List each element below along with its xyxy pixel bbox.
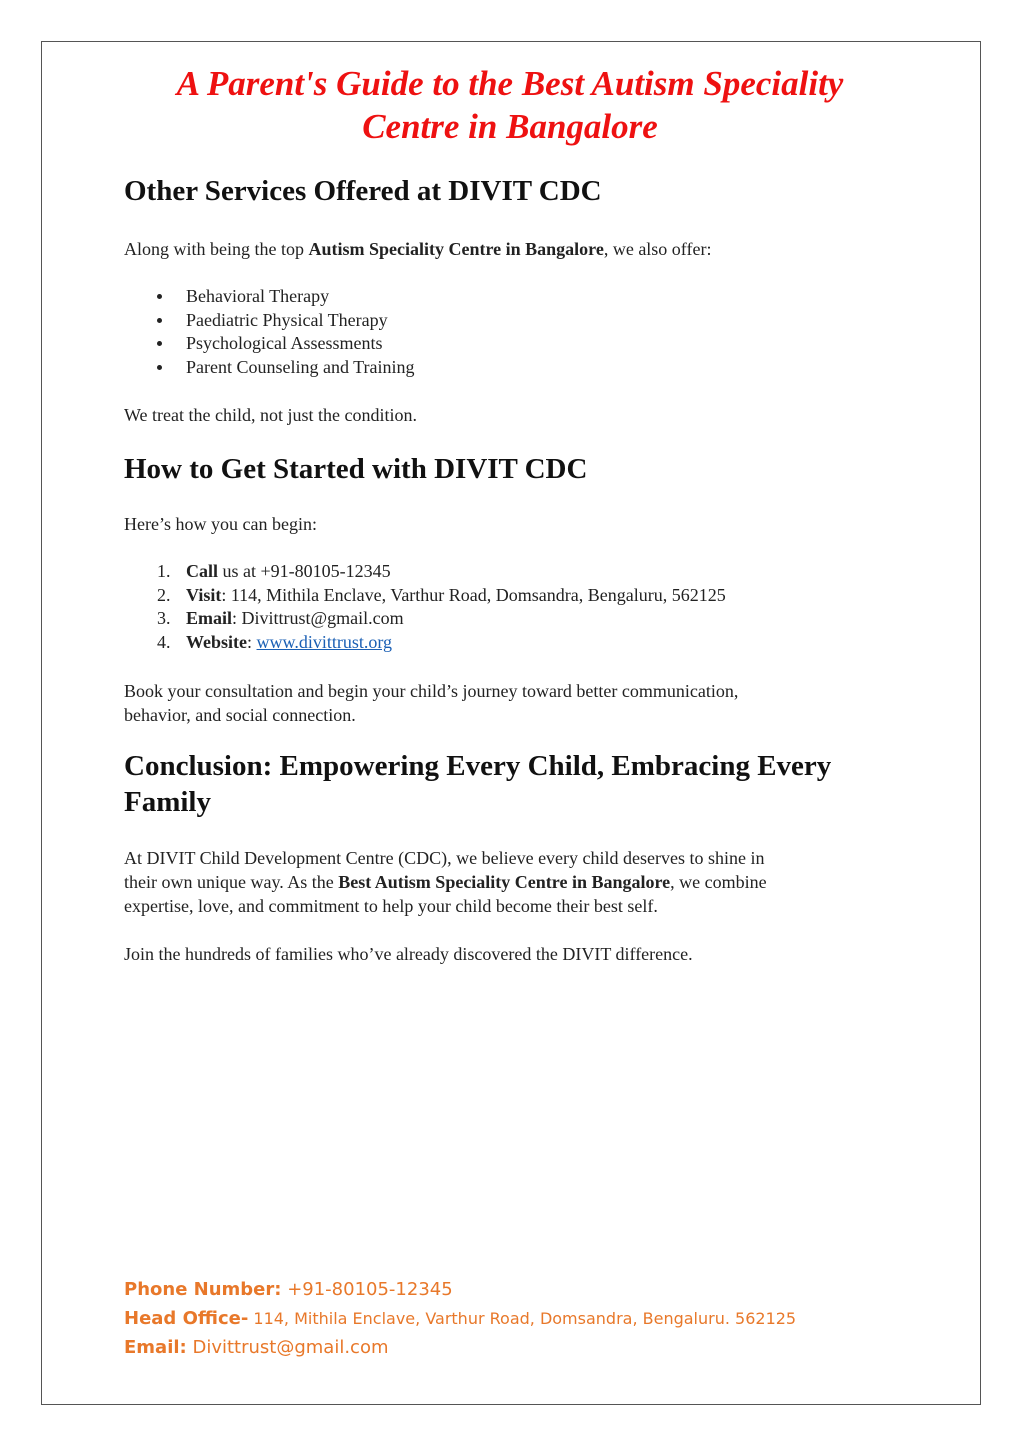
steps-list — [124, 560, 904, 654]
title-line-1: A Parent's Guide to the Best Autism Speciality — [176, 64, 844, 103]
getting-started-heading: How to Get Started with DIVIT CDC — [124, 453, 588, 485]
footer-email — [124, 1333, 796, 1362]
list-item — [124, 356, 904, 380]
step-number: 1. — [157, 561, 171, 581]
bullet-icon — [157, 318, 162, 323]
services-intro-bold: Autism Speciality Centre in Bangalore — [308, 239, 604, 259]
document-title — [120, 62, 900, 148]
list-item-label: Psychological Assessments — [186, 333, 383, 353]
step-number: 2. — [157, 584, 171, 605]
conclusion-line-3: expertise, love, and commitment to help your child become their best self. — [124, 896, 658, 916]
conclusion-heading-line-2: Family — [124, 786, 211, 818]
conclusion-paragraph — [124, 846, 904, 918]
step-text: us at +91-80105-12345 — [218, 561, 391, 581]
conclusion-line-1: At DIVIT Child Development Centre (CDC), we believe every child deserves to shine in — [124, 848, 765, 868]
list-item-label: Behavioral Therapy — [186, 286, 330, 306]
footer-phone — [124, 1275, 796, 1304]
contact-footer — [124, 1275, 796, 1362]
step-label: Email — [186, 608, 233, 628]
step-text: : 114, Mithila Enclave, Varthur Road, Domsandra, Bengaluru, 562125 — [221, 584, 726, 605]
services-list — [124, 285, 904, 379]
bullet-icon — [157, 365, 162, 370]
step-call — [124, 560, 904, 584]
step-number: 4. — [157, 631, 171, 652]
step-email — [124, 607, 904, 631]
step-number: 3. — [157, 608, 171, 628]
list-item — [124, 332, 904, 356]
list-item — [124, 285, 904, 309]
getting-started-closing — [124, 679, 904, 727]
title-line-2: Centre in Bangalore — [362, 107, 658, 146]
step-visit — [124, 584, 904, 608]
email-value: Divittrust@gmail.com — [186, 1337, 389, 1358]
conclusion-heading-line-1: Conclusion: Empowering Every Child, Embracing Every — [124, 750, 832, 782]
step-text: : Divittrust@gmail.com — [232, 608, 404, 628]
office-label: Head Office- — [124, 1308, 249, 1329]
conclusion-closing: Join the hundreds of families who’ve already discovered the DIVIT difference. — [124, 944, 693, 964]
step-website — [124, 631, 904, 655]
getting-started-intro: Here’s how you can begin: — [124, 514, 317, 534]
list-item-label: Paediatric Physical Therapy — [186, 309, 388, 330]
closing-line-1: Book your consultation and begin your child’s journey toward better communication, — [124, 681, 739, 701]
conclusion-line-2-bold: Best Autism Speciality Centre in Bangalore — [338, 872, 671, 892]
footer-office — [124, 1304, 796, 1333]
step-label: Call — [186, 561, 219, 581]
services-intro — [124, 237, 904, 261]
step-label: Website — [186, 631, 247, 652]
phone-value: +91-80105-12345 — [281, 1279, 453, 1300]
document-content — [124, 62, 904, 966]
conclusion-line-2-end: , we combine — [670, 872, 767, 892]
phone-label: Phone Number: — [124, 1279, 282, 1300]
services-heading: Other Services Offered at DIVIT CDC — [124, 175, 602, 207]
services-closing: We treat the child, not just the condition. — [124, 405, 417, 425]
step-label: Visit — [186, 584, 222, 605]
bullet-icon — [157, 341, 162, 346]
conclusion-heading — [124, 748, 904, 820]
email-label: Email: — [124, 1337, 187, 1358]
step-text: : — [247, 631, 257, 652]
closing-line-2: behavior, and social connection. — [124, 705, 356, 725]
services-intro-text: Along with being the top — [124, 239, 309, 259]
conclusion-line-2: their own unique way. As the — [124, 872, 339, 892]
services-intro-end: , we also offer: — [603, 239, 712, 259]
office-value: 114, Mithila Enclave, Varthur Road, Domsandra, Bengaluru. 562125 — [248, 1309, 797, 1328]
list-item-label: Parent Counseling and Training — [186, 356, 415, 377]
list-item — [124, 309, 904, 333]
bullet-icon — [157, 294, 162, 299]
website-link[interactable]: www.divittrust.org — [256, 631, 393, 652]
